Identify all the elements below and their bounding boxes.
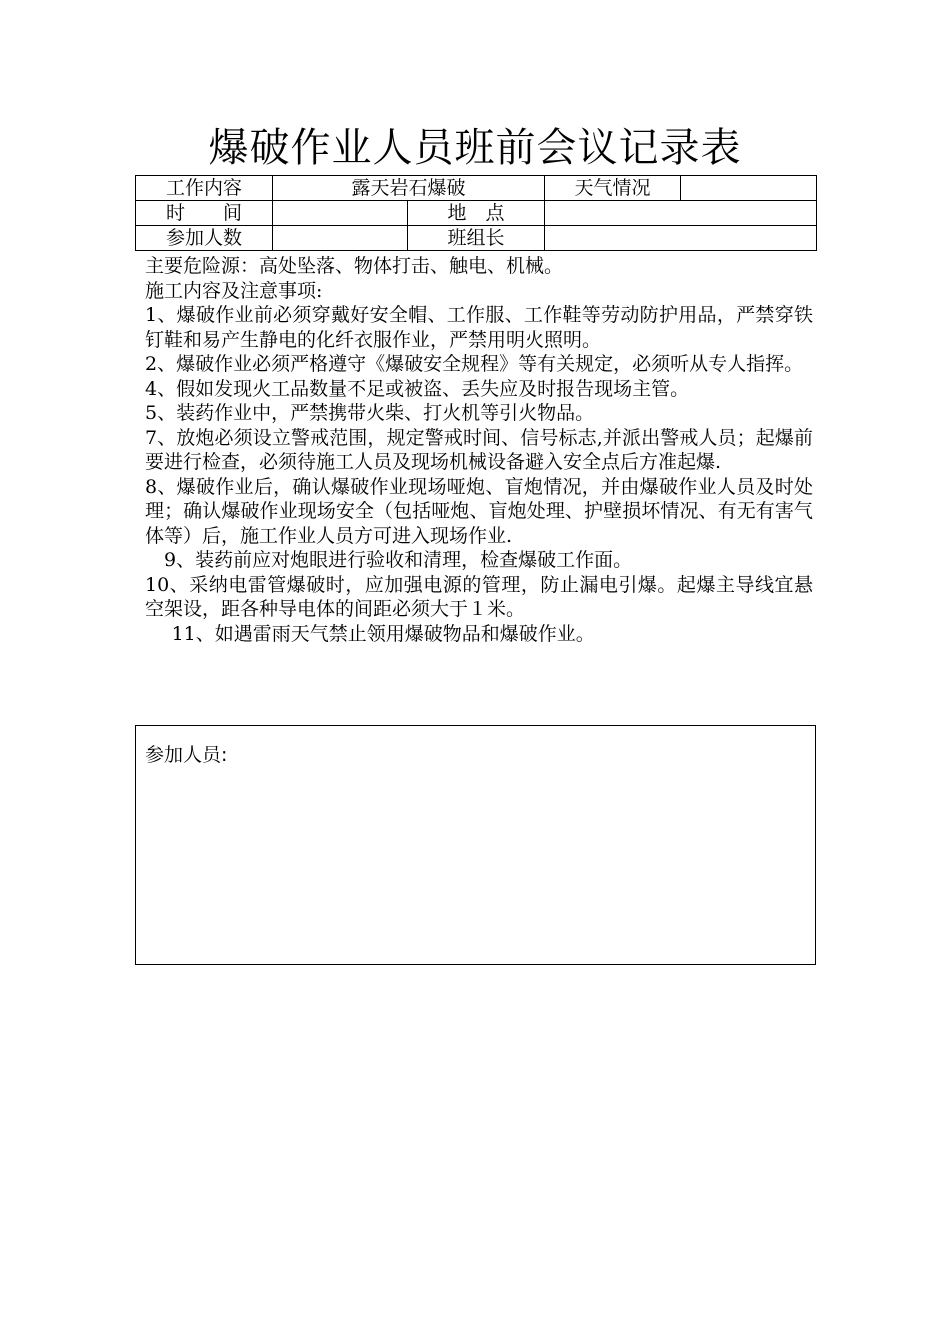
attendees-box [135,725,816,965]
safety-content [145,254,813,646]
list-item: 4、假如发现火工品数量不足或被盗、丢失应及时报告现场主管。 [145,377,690,400]
work-content-label: 工作内容 [136,176,273,201]
hazards-line: 主要危险源：高处坠落、物体打击、触电、机械。 [145,255,564,277]
info-row-work [136,176,817,201]
document-title: 爆破作业人员班前会议记录表 [208,125,742,171]
participants-count-label: 参加人数 [136,226,273,251]
list-item: 8、爆破作业后，确认爆破作业现场哑炮、盲炮情况，并由爆破作业人员及时处理；确认爆破作业现场安全（包括哑炮、盲炮处理、护壁损坏情况、有无有害气体等）后，施工作业人员方可进入现场作业. [145,475,813,547]
time-label: 时 间 [136,201,273,226]
participants-count-value [273,226,408,251]
location-value [545,201,817,226]
location-label: 地 点 [408,201,545,226]
team-leader-label: 班组长 [408,226,545,251]
weather-label: 天气情况 [545,176,681,201]
attendees-label: 参加人员: [145,744,228,766]
weather-value [681,176,817,201]
list-item: 7、放炮必须设立警戒范围，规定警戒时间、信号标志,并派出警戒人员；起爆前要进行检查，必须待施工人员及现场机械设备避入安全点后方准起爆. [145,426,813,473]
work-content-value: 露天岩石爆破 [273,176,545,201]
info-table [135,175,817,251]
list-item: 1、爆破作业前必须穿戴好安全帽、工作服、工作鞋等劳动防护用品，严禁穿铁钉鞋和易产生静电的化纤衣服作业，严禁用明火照明。 [145,304,813,351]
list-item: 2、爆破作业必须严格遵守《爆破安全规程》等有关规定，必须听从专人指挥。 [145,353,804,375]
list-item: 11、如遇雷雨天气禁止领用爆破物品和爆破作业。 [171,622,595,645]
list-item: 10、采纳电雷管爆破时，应加强电源的管理，防止漏电引爆。起爆主导线宜悬空架设，距各种导电体的间距必须大于１米。 [145,573,813,620]
list-item: 9、装药前应对炮眼进行验收和清理，检查爆破工作面。 [164,549,633,571]
info-row-participants [136,226,817,251]
team-leader-value [545,226,817,251]
time-value [273,201,408,226]
notes-heading: 施工内容及注意事项: [145,279,323,302]
info-row-time [136,201,817,226]
list-item: 5、装药作业中，严禁携带火柴、打火机等引火物品。 [145,402,595,424]
